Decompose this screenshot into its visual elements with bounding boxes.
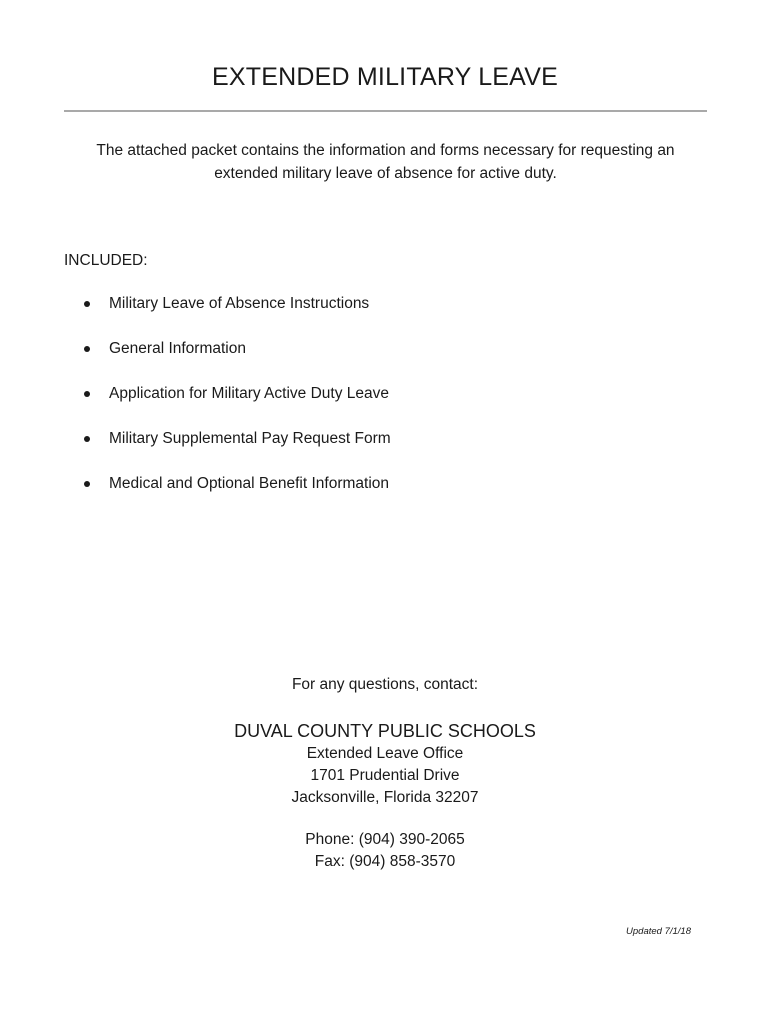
list-item-text: Military Leave of Absence Instructions — [109, 295, 370, 312]
bullet-icon — [84, 481, 90, 487]
bullet-icon — [84, 391, 90, 397]
list-item — [81, 294, 391, 339]
street-address: 1701 Prudential Drive — [310, 767, 460, 784]
list-item — [81, 429, 391, 474]
list-item-text: General Information — [109, 340, 246, 357]
organization-name: DUVAL COUNTY PUBLIC SCHOOLS — [234, 721, 536, 741]
bullet-icon — [84, 436, 90, 442]
phone-number: Phone: (904) 390-2065 — [305, 831, 465, 848]
contact-block — [0, 675, 770, 873]
updated-date: Updated 7/1/18 — [626, 926, 691, 937]
intro-paragraph — [64, 139, 707, 185]
bullet-icon — [84, 346, 90, 352]
list-item-text: Medical and Optional Benefit Information — [109, 475, 390, 492]
list-item — [81, 339, 391, 384]
list-item-text: Application for Military Active Duty Leave — [109, 385, 389, 402]
included-list — [81, 294, 391, 519]
office-name: Extended Leave Office — [306, 745, 464, 762]
fax-number: Fax: (904) 858-3570 — [314, 853, 456, 870]
intro-line-1: The attached packet contains the information and forms necessary for requesting an — [96, 142, 675, 159]
list-item-text: Military Supplemental Pay Request Form — [109, 430, 391, 447]
city-state-zip: Jacksonville, Florida 32207 — [291, 789, 479, 806]
included-heading: INCLUDED: — [64, 252, 148, 269]
contact-prompt: For any questions, contact: — [291, 676, 479, 693]
intro-line-2: extended military leave of absence for active duty. — [214, 165, 557, 182]
list-item — [81, 384, 391, 429]
title-divider — [64, 110, 707, 112]
phone-block — [0, 829, 770, 873]
document-title: EXTENDED MILITARY LEAVE — [212, 63, 558, 91]
bullet-icon — [84, 301, 90, 307]
list-item — [81, 474, 391, 519]
